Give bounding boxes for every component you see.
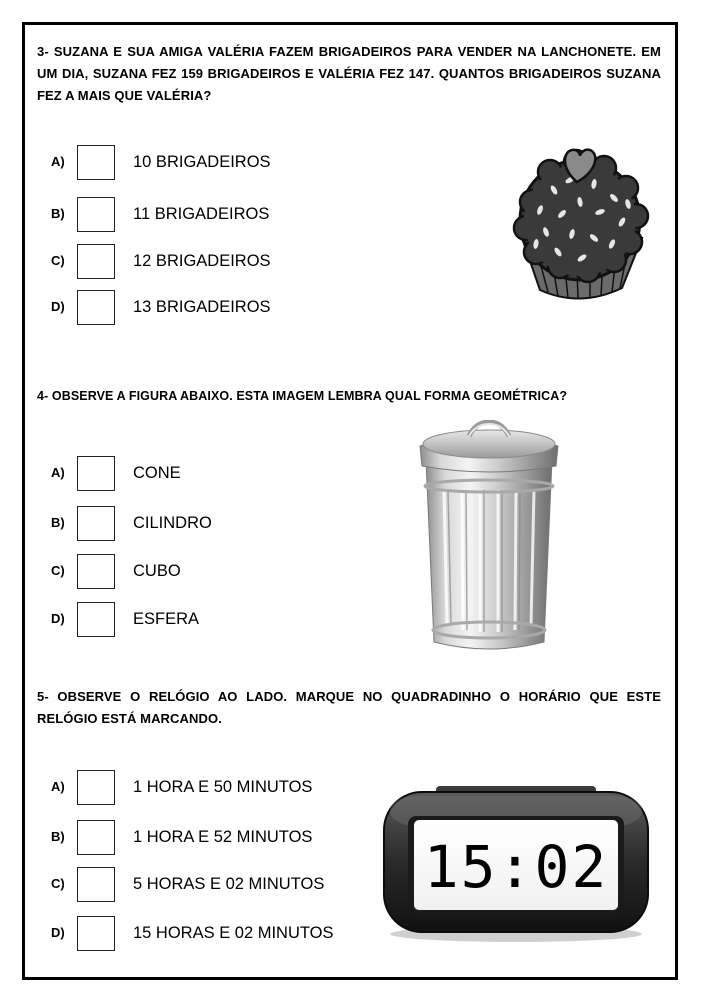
option-label: 1 HORA E 50 MINUTOS — [133, 778, 313, 796]
q4-option-c[interactable] — [51, 554, 371, 590]
q4-option-d[interactable] — [51, 602, 371, 638]
option-label: 15 HORAS E 02 MINUTOS — [133, 924, 334, 942]
option-letter: D) — [51, 611, 65, 626]
answer-checkbox[interactable] — [77, 456, 115, 491]
option-label: 10 BRIGADEIROS — [133, 153, 271, 171]
option-label: 13 BRIGADEIROS — [133, 298, 271, 316]
option-letter: B) — [51, 829, 65, 844]
option-letter: B) — [51, 206, 65, 221]
q5-option-d[interactable] — [51, 916, 371, 952]
answer-checkbox[interactable] — [77, 770, 115, 805]
q3-option-d[interactable] — [51, 290, 371, 326]
q5-option-a[interactable] — [51, 770, 371, 806]
option-label: 12 BRIGADEIROS — [133, 252, 271, 270]
q5-option-c[interactable] — [51, 867, 371, 903]
option-letter: A) — [51, 779, 65, 794]
question-4-text: 4- OBSERVE A FIGURA ABAIXO. ESTA IMAGEM LEMBRA QUAL FORMA GEOMÉTRICA? — [37, 389, 568, 403]
answer-checkbox[interactable] — [77, 506, 115, 541]
q4-option-b[interactable] — [51, 506, 371, 542]
q3-option-a[interactable] — [51, 145, 371, 181]
option-label: 11 BRIGADEIROS — [133, 205, 270, 223]
option-label: ESFERA — [133, 610, 200, 628]
option-letter: D) — [51, 925, 65, 940]
answer-checkbox[interactable] — [77, 197, 115, 232]
option-letter: C) — [51, 563, 65, 578]
question-5-text: 5- OBSERVE O RELÓGIO AO LADO. MARQUE NO QUADRADINHO O HORÁRIO QUE ESTE RELÓGIO ESTÁ MARCANDO. — [37, 689, 661, 726]
answer-checkbox[interactable] — [77, 602, 115, 637]
clock-display-text: 15:02 — [423, 833, 609, 901]
option-label: CUBO — [133, 562, 181, 580]
option-label: CILINDRO — [133, 514, 212, 532]
digital-clock-image — [380, 784, 652, 944]
trash-can-image — [414, 420, 564, 665]
option-letter: C) — [51, 253, 65, 268]
option-letter: A) — [51, 465, 65, 480]
option-letter: B) — [51, 515, 65, 530]
option-letter: C) — [51, 876, 65, 891]
answer-checkbox[interactable] — [77, 290, 115, 325]
option-label: 1 HORA E 52 MINUTOS — [133, 828, 313, 846]
brigadeiro-cupcake-image — [510, 140, 650, 305]
q3-option-c[interactable] — [51, 244, 371, 280]
q5-option-b[interactable] — [51, 820, 371, 856]
question-3-text: 3- SUZANA E SUA AMIGA VALÉRIA FAZEM BRIGADEIROS PARA VENDER NA LANCHONETE. EM UM DIA, SUZANA FEZ 159 BRIGADEIROS E VALÉRIA FEZ 147. QUANTOS BRIGADEIROS SUZANA FEZ A MAIS QUE VALÉRIA? — [37, 44, 661, 103]
option-letter: D) — [51, 299, 65, 314]
answer-checkbox[interactable] — [77, 244, 115, 279]
answer-checkbox[interactable] — [77, 145, 115, 180]
q3-option-b[interactable] — [51, 197, 371, 233]
option-label: 5 HORAS E 02 MINUTOS — [133, 875, 325, 893]
q4-option-a[interactable] — [51, 456, 371, 492]
answer-checkbox[interactable] — [77, 820, 115, 855]
option-letter: A) — [51, 154, 65, 169]
answer-checkbox[interactable] — [77, 916, 115, 951]
option-label: CONE — [133, 464, 181, 482]
answer-checkbox[interactable] — [77, 554, 115, 589]
answer-checkbox[interactable] — [77, 867, 115, 902]
